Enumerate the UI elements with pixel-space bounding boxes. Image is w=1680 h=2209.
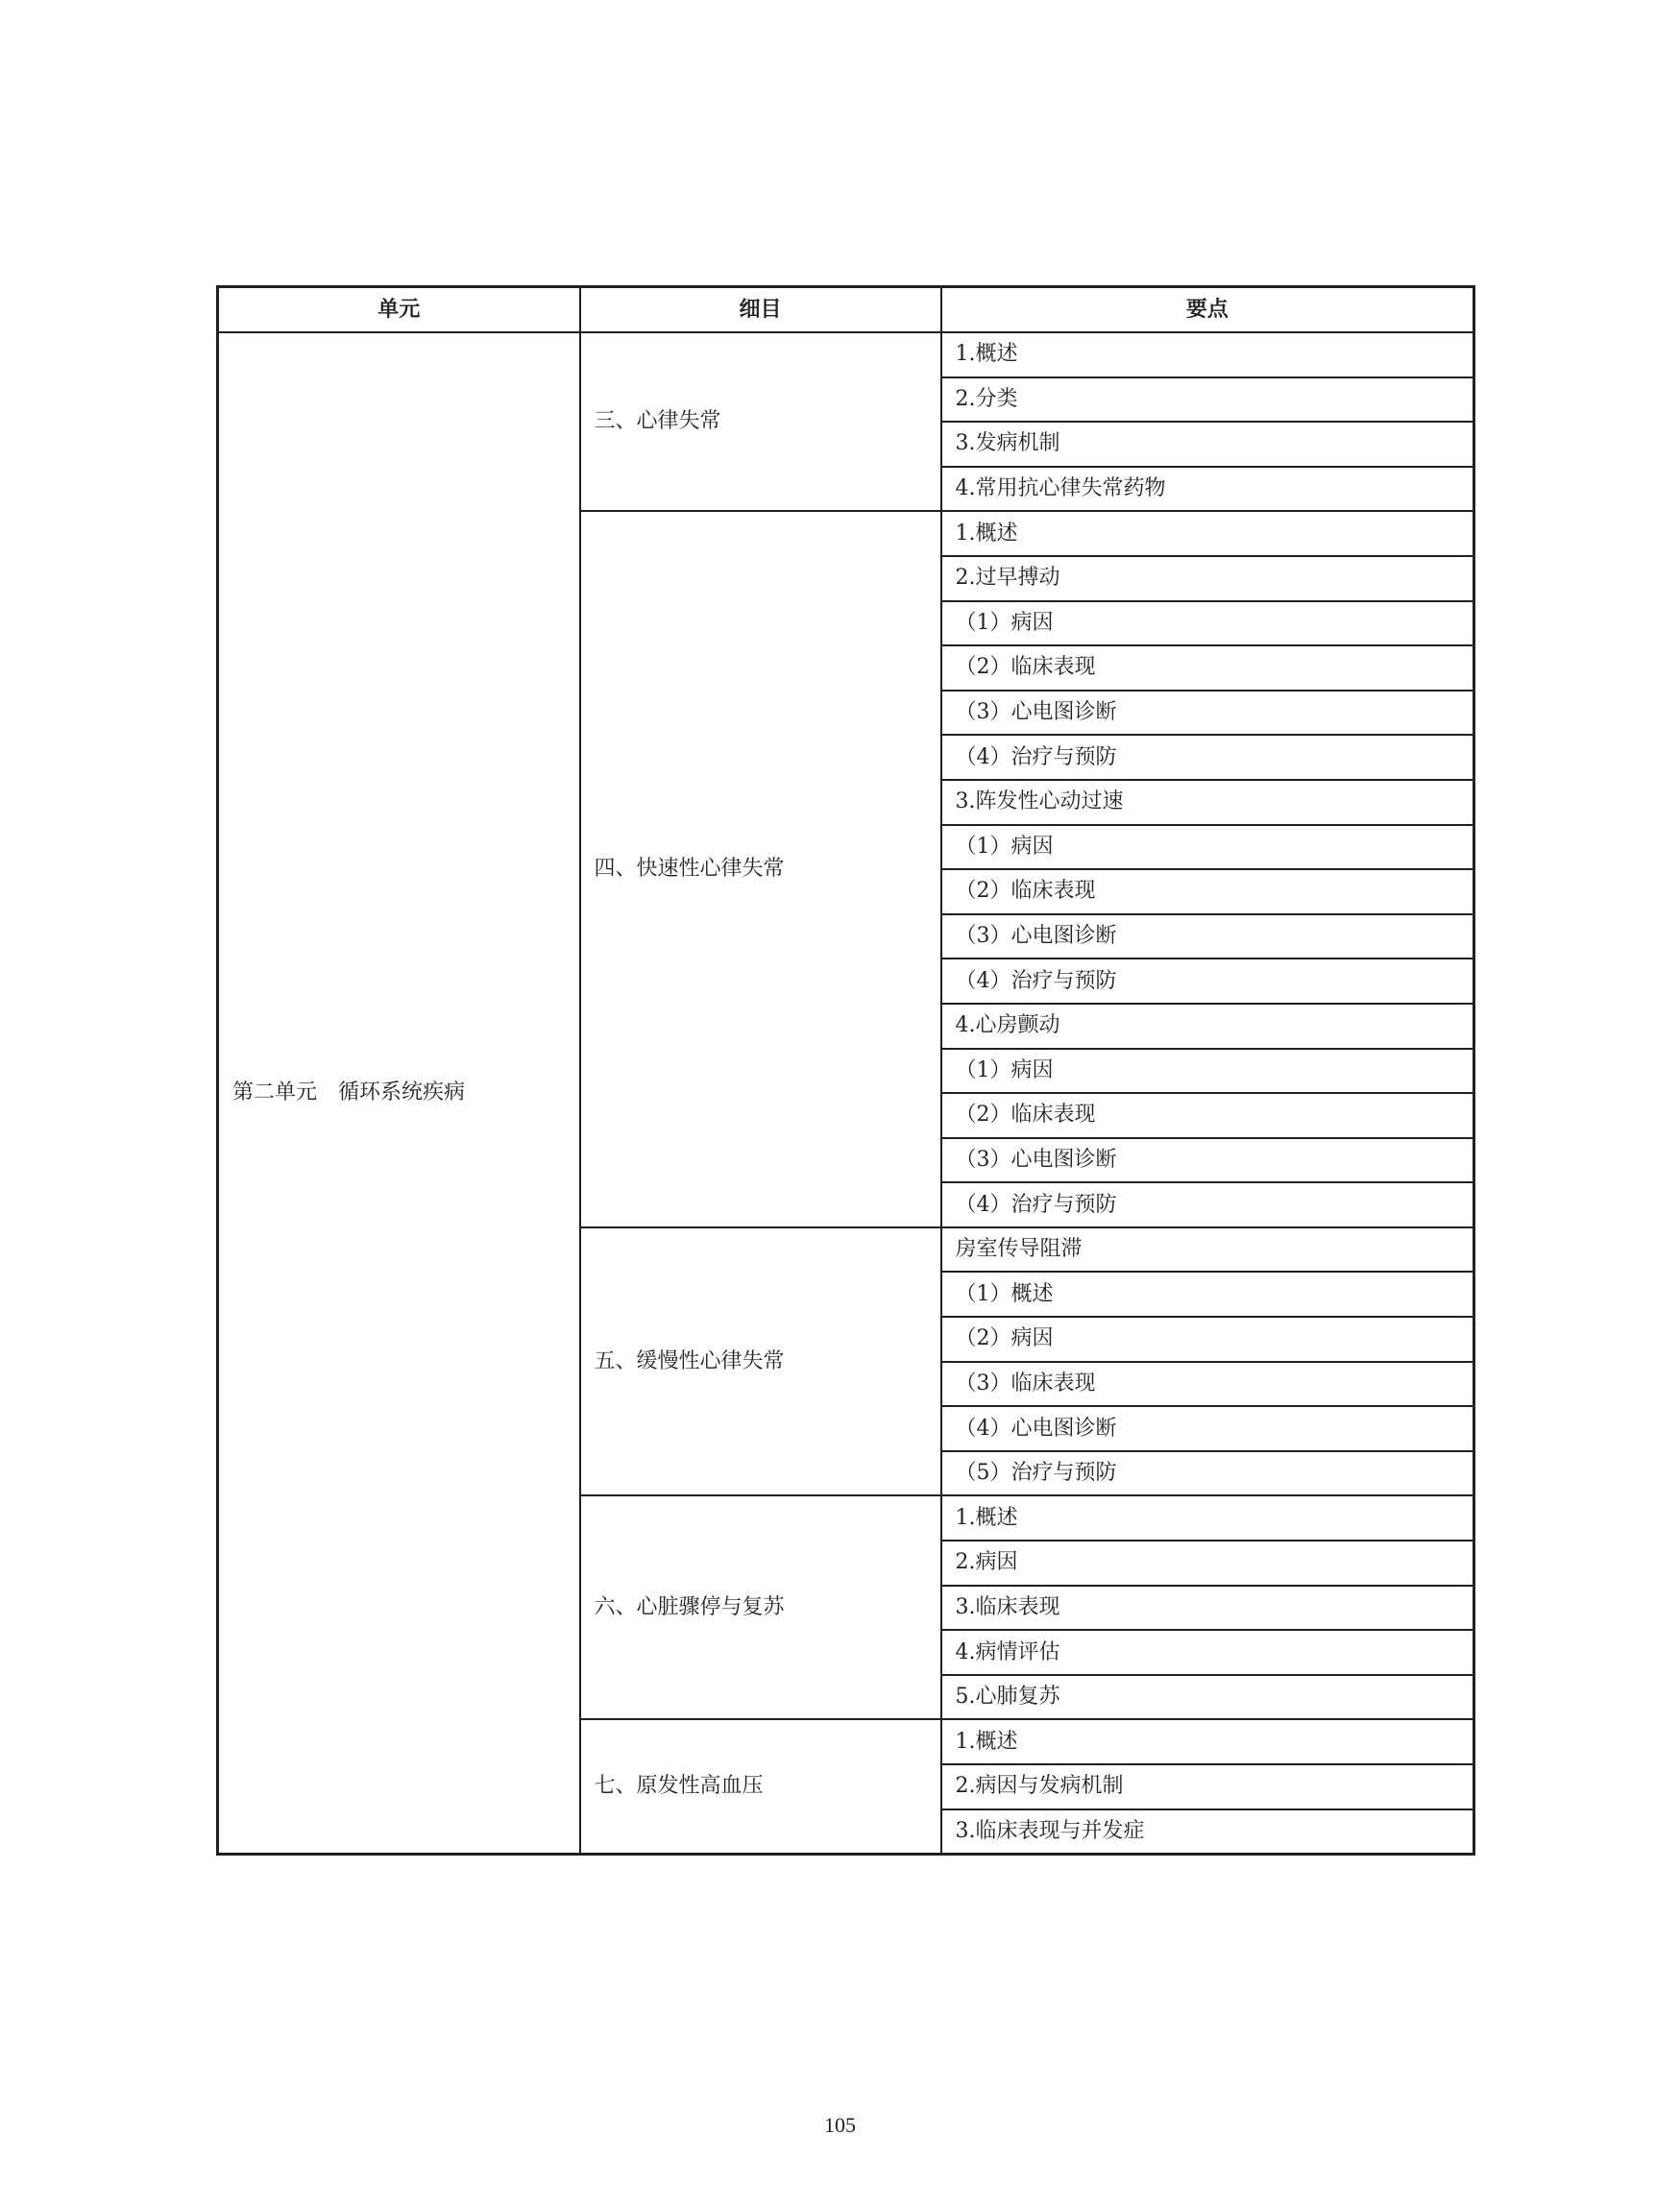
- keypoint-cell: （2）病因: [941, 1317, 1474, 1362]
- keypoint-cell: 4.常用抗心律失常药物: [941, 467, 1474, 512]
- keypoint-cell: （4）治疗与预防: [941, 735, 1474, 780]
- keypoint-cell: 3.临床表现与并发症: [941, 1809, 1474, 1855]
- keypoint-cell: （2）临床表现: [941, 645, 1474, 691]
- subitem-cell: 五、缓慢性心律失常: [580, 1227, 941, 1496]
- keypoint-cell: 4.心房颤动: [941, 1004, 1474, 1049]
- keypoint-cell: 4.病情评估: [941, 1630, 1474, 1675]
- keypoint-cell: 房室传导阻滞: [941, 1227, 1474, 1273]
- keypoint-cell: （3）心电图诊断: [941, 914, 1474, 959]
- subitem-cell: 六、心脏骤停与复苏: [580, 1495, 941, 1719]
- keypoint-cell: （3）心电图诊断: [941, 691, 1474, 736]
- keypoint-cell: 1.概述: [941, 1719, 1474, 1764]
- keypoint-cell: （4）治疗与预防: [941, 959, 1474, 1004]
- table-body: [218, 332, 1474, 1855]
- subitem-cell: 三、心律失常: [580, 332, 941, 511]
- keypoint-cell: （2）临床表现: [941, 1093, 1474, 1138]
- keypoint-cell: 1.概述: [941, 332, 1474, 377]
- keypoint-cell: （4）治疗与预防: [941, 1182, 1474, 1227]
- keypoint-cell: （4）心电图诊断: [941, 1406, 1474, 1451]
- subitem-cell: 四、快速性心律失常: [580, 511, 941, 1227]
- keypoint-cell: 3.临床表现: [941, 1586, 1474, 1631]
- page-number: 105: [824, 2113, 856, 2137]
- keypoint-cell: （1）概述: [941, 1272, 1474, 1317]
- keypoint-cell: （1）病因: [941, 1049, 1474, 1094]
- subitem-cell: 七、原发性高血压: [580, 1719, 941, 1854]
- keypoint-cell: （3）临床表现: [941, 1362, 1474, 1407]
- keypoint-cell: （1）病因: [941, 601, 1474, 646]
- unit-cell: 第二单元 循环系统疾病: [218, 332, 580, 1855]
- header-keypoints: 要点: [941, 287, 1474, 333]
- keypoint-cell: 2.过早搏动: [941, 556, 1474, 601]
- table-header-row: [218, 287, 1474, 333]
- keypoint-cell: 1.概述: [941, 511, 1474, 556]
- syllabus-table: [216, 285, 1475, 1856]
- keypoint-cell: 2.病因与发病机制: [941, 1764, 1474, 1809]
- keypoint-cell: 2.分类: [941, 377, 1474, 423]
- keypoint-cell: （5）治疗与预防: [941, 1451, 1474, 1496]
- keypoint-cell: （2）临床表现: [941, 869, 1474, 914]
- keypoint-cell: 3.阵发性心动过速: [941, 780, 1474, 825]
- keypoint-cell: 2.病因: [941, 1541, 1474, 1586]
- keypoint-cell: （3）心电图诊断: [941, 1138, 1474, 1183]
- header-unit: 单元: [218, 287, 580, 333]
- keypoint-cell: 5.心肺复苏: [941, 1675, 1474, 1720]
- keypoint-cell: 1.概述: [941, 1495, 1474, 1541]
- table-row: [218, 332, 1474, 377]
- header-subitem: 细目: [580, 287, 941, 333]
- keypoint-cell: 3.发病机制: [941, 422, 1474, 467]
- keypoint-cell: （1）病因: [941, 825, 1474, 870]
